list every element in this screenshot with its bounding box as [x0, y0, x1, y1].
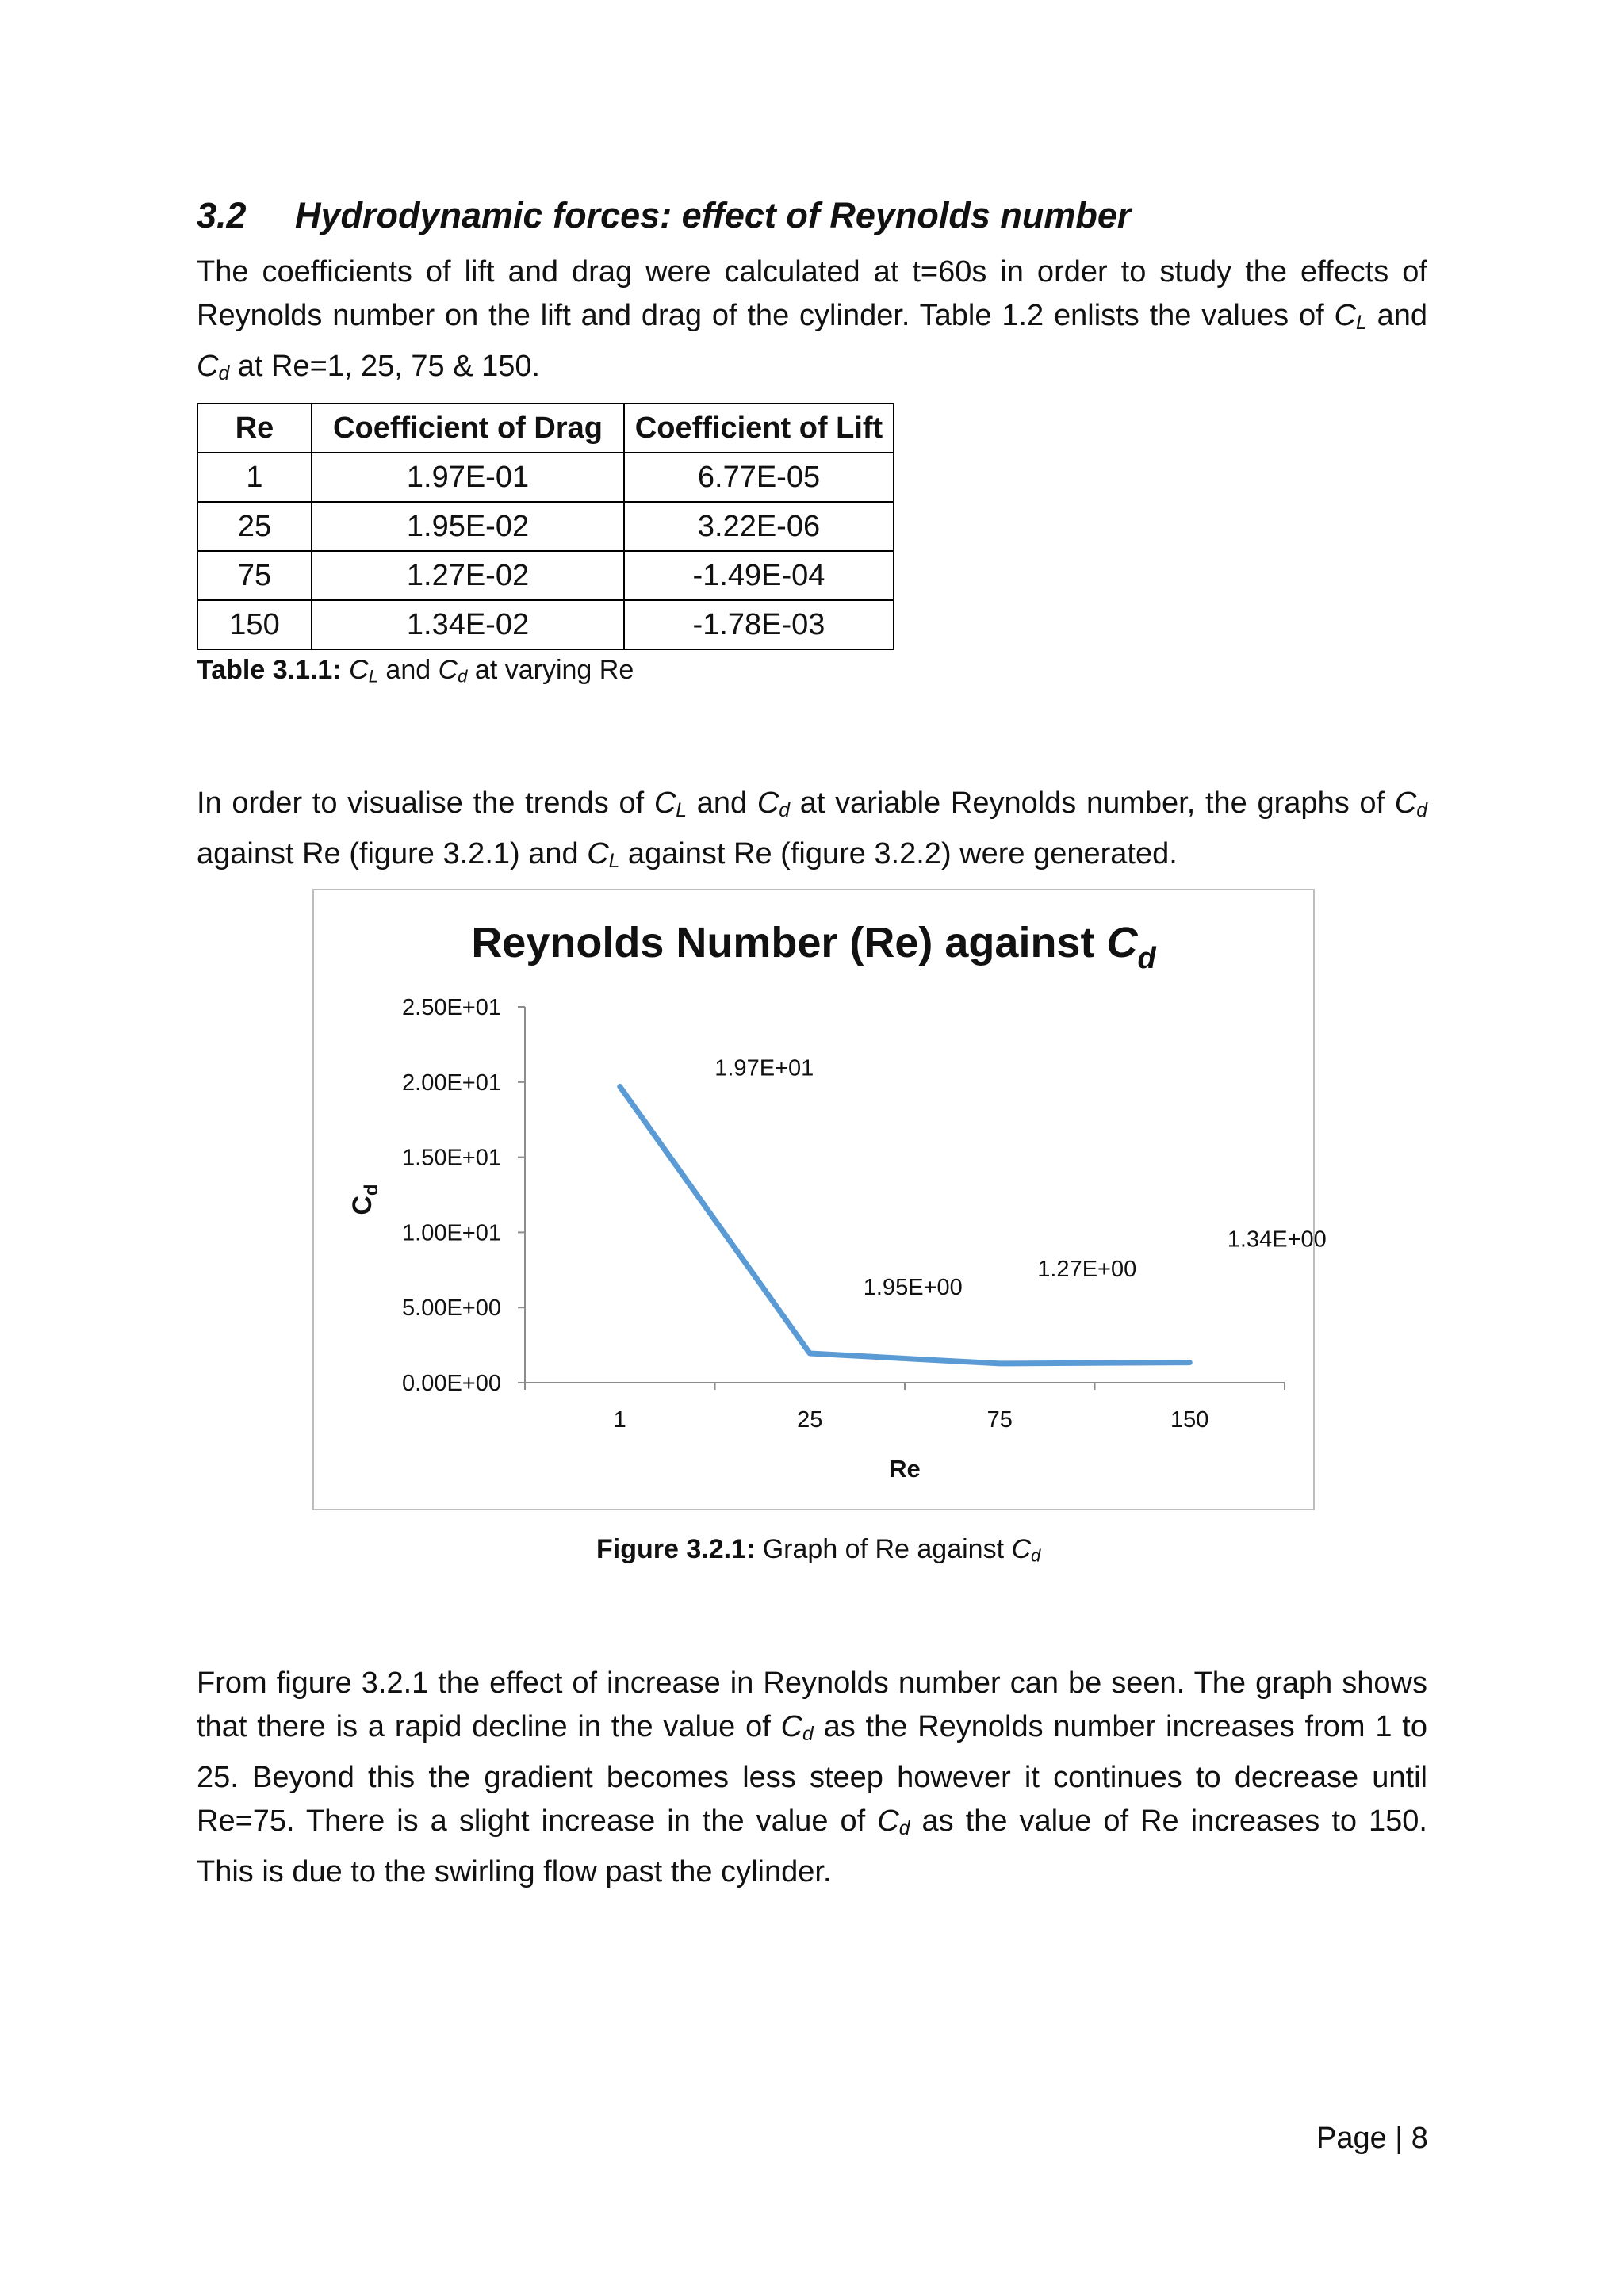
intro-paragraph — [197, 251, 1427, 396]
data-label: 1.95E+00 — [863, 1275, 963, 1301]
para1-text-2: and — [1366, 299, 1427, 332]
cd-symbol: $C_d$ — [756, 786, 791, 821]
table-caption-label: Table 3.1.1: — [197, 655, 342, 685]
cd-series-line — [620, 1086, 1190, 1363]
table-header-row — [197, 404, 894, 453]
para1-text-1: The coefficients of lift and drag were calculated at t=60s in order to study the effects of Reynolds number on the lift and drag of the cylinder. Table 1.2 enlists the values of — [197, 255, 1427, 332]
table-row — [197, 551, 894, 600]
y-tick-label: 2.50E+01 — [402, 995, 501, 1020]
cell-lift: 3.22E-06 — [624, 502, 894, 551]
cell-re: 25 — [197, 502, 312, 551]
cd-symbol: $C_d$ — [877, 1804, 910, 1839]
data-point — [618, 1084, 622, 1089]
y-tick-label: 1.00E+01 — [402, 1220, 501, 1246]
cd-symbol: $C_d$ — [197, 349, 230, 385]
y-axis-label — [347, 1184, 382, 1215]
cl-symbol: $C_L$ — [587, 836, 620, 872]
para1-text-3: at Re=1, 25, 75 & 150. — [229, 349, 541, 383]
y-tick-label: 0.00E+00 — [402, 1371, 501, 1396]
cl-symbol: $C_L$ — [349, 655, 378, 687]
page-number: Page | 8 — [1316, 2122, 1428, 2155]
data-label: 1.34E+00 — [1227, 1226, 1327, 1253]
cd-line-chart — [314, 890, 1327, 1509]
cell-lift: 6.77E-05 — [624, 453, 894, 502]
cell-lift: -1.49E-04 — [624, 551, 894, 600]
data-point — [807, 1351, 812, 1356]
table-caption: Table 3.1.1: $C_L$ and $C_d$ at varying Re — [197, 655, 634, 687]
cell-drag: 1.27E-02 — [312, 551, 624, 600]
section-number: 3.2 — [197, 195, 247, 235]
x-tick-label: 75 — [986, 1407, 1013, 1433]
chart-frame — [312, 889, 1327, 1510]
x-tick-label: 1 — [613, 1407, 626, 1433]
results-table — [197, 403, 894, 650]
header-re: Re — [197, 404, 312, 453]
cl-symbol: $C_L$ — [653, 786, 688, 821]
section-title: Hydrodynamic forces: effect of Reynolds number — [295, 195, 1132, 235]
y-tick-label: 5.00E+00 — [402, 1295, 501, 1322]
cd-symbol: $C_d$ — [1011, 1534, 1041, 1566]
trend-paragraph: In order to visualise the trends of $C_L$ and $C_d$ at variable Reynolds number, the graphs of $C_d$ against Re (figure 3.2.1) and $C_L$ against Re (figure 3.2.2) were generated. — [197, 786, 1427, 872]
cell-lift: -1.78E-03 — [624, 600, 894, 649]
header-lift: Coefficient of Lift — [624, 404, 894, 453]
cell-re: 150 — [197, 600, 312, 649]
y-tick-label: 2.00E+01 — [402, 1070, 501, 1096]
analysis-paragraph: From figure 3.2.1 the effect of increase in Reynolds number can be seen. The graph shows that there is a rapid decline in the value of $C_d$ as the Reynolds number increases from 1 to 25. Beyond this the gradient becomes less steep however it continues to decrease until Re=75. There is a slight increase in the value of $C_d$ as the value of Re increases to 150. This is due to the swirling flow past the cylinder. — [197, 1667, 1427, 1888]
header-drag: Coefficient of Drag — [312, 404, 624, 453]
table-row — [197, 600, 894, 649]
cell-drag: 1.97E-01 — [312, 453, 624, 502]
figure-caption: Figure 3.2.1: Graph of Re against $C_d$ — [596, 1534, 1041, 1566]
figure-caption-label: Figure 3.2.1: — [596, 1534, 756, 1564]
cl-symbol: $C_L$ — [1334, 299, 1367, 334]
cell-drag: 1.95E-02 — [312, 502, 624, 551]
cell-re: 75 — [197, 551, 312, 600]
data-label: 1.97E+01 — [714, 1055, 814, 1081]
data-label: 1.27E+00 — [1037, 1256, 1137, 1282]
y-tick-label: 1.50E+01 — [402, 1145, 501, 1171]
data-point — [998, 1361, 1002, 1366]
x-tick-label: 150 — [1170, 1407, 1209, 1433]
x-tick-label: 25 — [797, 1407, 823, 1433]
data-point — [1187, 1360, 1192, 1365]
cd-symbol: $C_d$ — [1394, 786, 1427, 821]
cell-drag: 1.34E-02 — [312, 600, 624, 649]
chart-title: Reynolds Number (Re) against $C_d$ — [471, 919, 1156, 975]
section-heading — [197, 195, 1131, 236]
table-row — [197, 453, 894, 502]
svg-text:Cd: $C_d$ — [347, 1184, 382, 1215]
x-axis-label: Re — [889, 1455, 921, 1483]
cell-re: 1 — [197, 453, 312, 502]
table-row — [197, 502, 894, 551]
cd-symbol: $C_d$ — [438, 655, 468, 687]
cd-symbol: $C_d$ — [780, 1710, 814, 1745]
